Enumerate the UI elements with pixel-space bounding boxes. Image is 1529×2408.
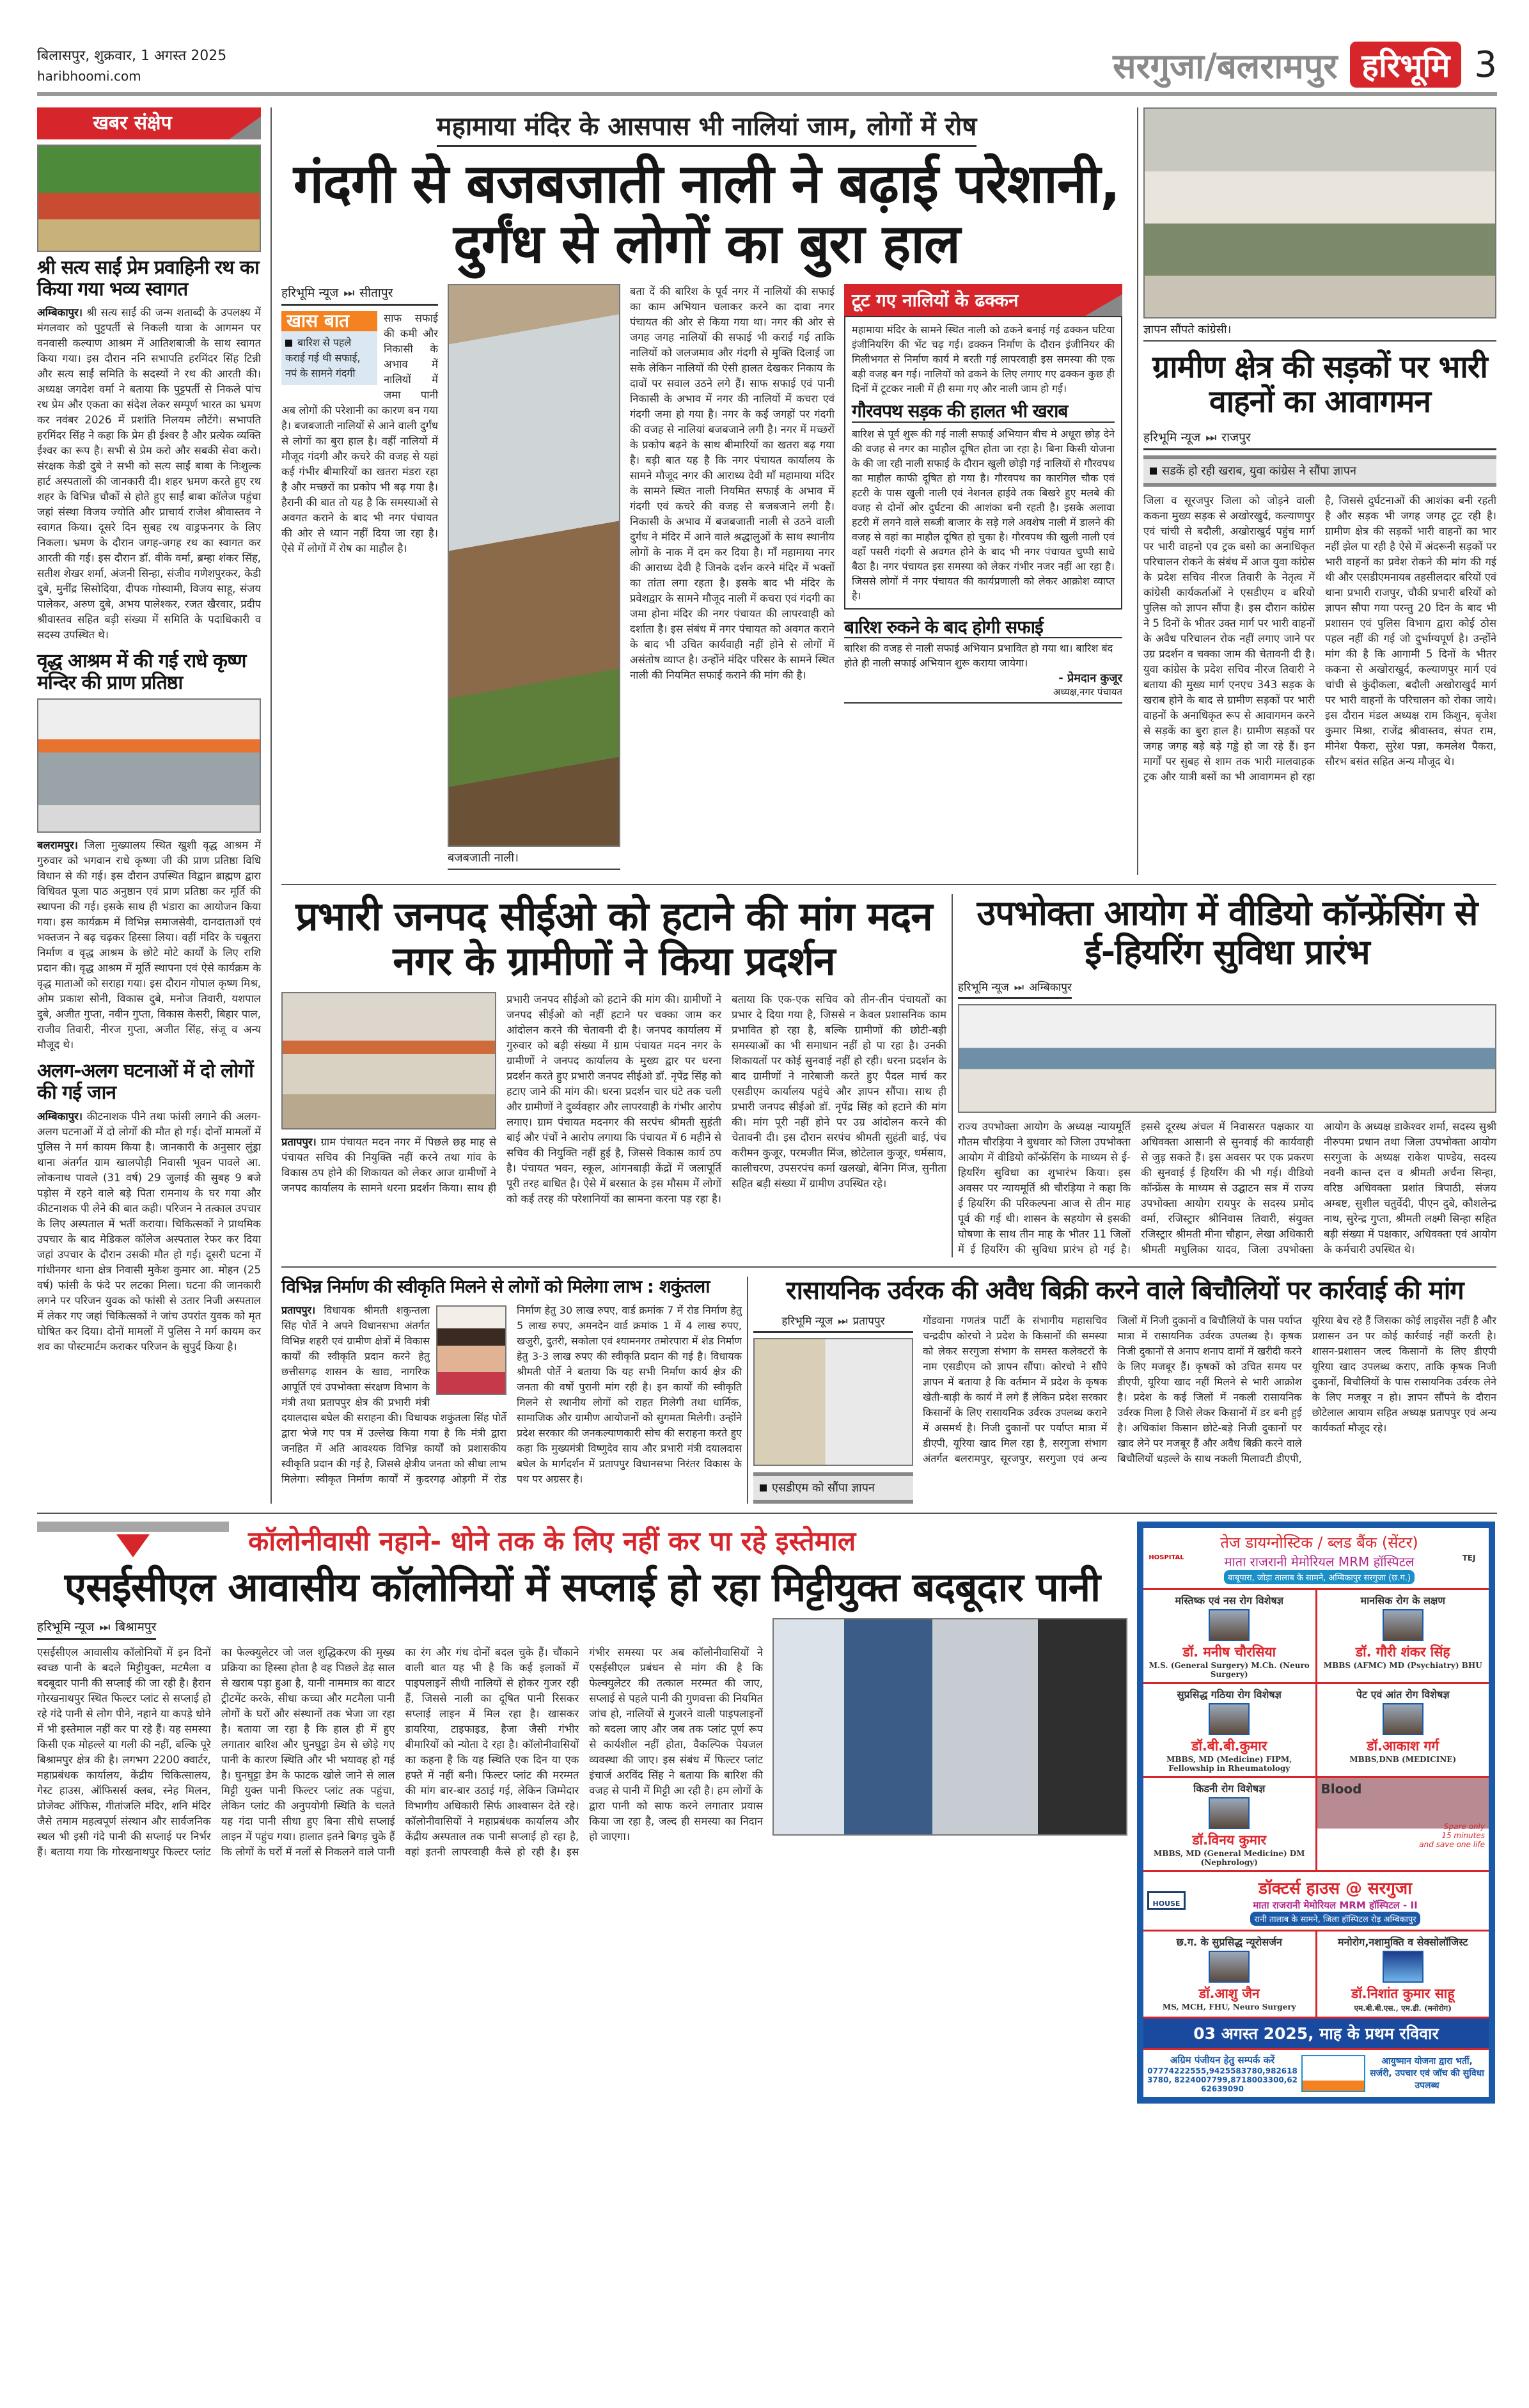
quote-title: बारिश रुकने के बाद होगी सफाई: [844, 617, 1122, 638]
doctor-photo: [1209, 1609, 1250, 1641]
doctor-name: डॉ.विनय कुमार: [1192, 1832, 1267, 1848]
article-text: श्री सत्य साईं की जन्म शताब्दी के उपलक्ष्य में मंगलवार को पुट्टपर्ती से निकली यात्रा के आगमन पर वनवासी कल्याण आश्रम में आतिशबाजी के साथ स्वागत किया गया। इस दौरान ननि सभापति हरमिंदर सिंह टिन्नी और सत्य साईं समिति के सदस्यों ने रथ की आरती की। अध्यक्ष जगदेश वर्मा ने बताया कि पुट्टपर्ती से निकले पांच रथ प्रेम और एकता का संदेश लेकर सम्पूर्ण भारत का भ्रमण कर नवंबर 2026 में प्रशांति निलयम लौटेंगे। सभापति हरमिंदर सिंह ने कहा कि प्रेम ही ईश्वर है और प्रत्येक व्यक्ति ईश्वर का रूप है। सभी से प्रेम करो और सबकी सेवा करो। संरक्षक केडी दुबे ने सभी को सत्य साईं बाबा के निःशुल्क हार्ट अस्पतालों की जानकारी दी। शहर भ्रमण करते हुए रथ शहर के विभिन्न चौकों से होते हुए साईं बाबा कॉलेज पहुंचा जहां संस्था विजय ज्योति और प्राचार्य राजेश श्रीवास्तव ने स्वागत किया। दूसरे दिन सुबह रथ वाड्रफनगर के लिए निकला। भ्रमण के दौरान जगह-जगह रथ का स्वागत कर आरती की गई। इस दौरान डॉ. वीके वर्मा, ब्रम्हा शंकर सिंह, सतीश शेखर शर्मा, अंजनी सिन्हा, संजीव गणेशपुरकर, केडी दुबे, मुनींद्र सिसोदिया, दीपक गोस्वामी, विजय साहू, संजय पालेकर, अरुण दुबे, अभय पालेश्कर, रजत खैरवार, प्रदीप श्रीवास्तव सहित बड़ी संख्या में समिति के पदाधिकारी व सदस्य उपस्थित थे।: [37, 306, 261, 641]
khas-baat-label: खास बात: [281, 311, 377, 331]
highlight-text: एसडीएम को सौंपा ज्ञापन: [772, 1481, 875, 1495]
doctor-qualification: MBBS, MD (Medicine) FIPM, Fellowship in Rheumatology: [1166, 1754, 1292, 1773]
blood-tag: 15 minutes: [1441, 1830, 1485, 1840]
article-text: एसईसीएल आवासीय कॉलोनियों में इन दिनों स्वच्छ पानी के बदले मिट्टीयुक्त, मटमैला व बदबूदार पानी की सप्लाई की जा रही है। हैरान गोरखनाथपुर स्थित फिल्टर प्लांट से सप्लाई हो रहे गंदे पानी से लोग पीने, नहाने या कपड़े धोने में भी इस्तेमाल नहीं कर पा रहे हैं। यह समस्या किसी एक मोहल्ले या गली की नहीं, बल्कि पूरे बिश्रामपुर क्षेत्र की है। लगभग 2200 क्वार्टर, महाप्रबंधक कार्यालय, केंद्रीय चिकित्सालय, गेस्ट हाउस, ऑफिसर्स क्लब, स्नेह मिलन, प्रोजेक्ट ऑफिस, गीतांजलि मंदिर, शनि मंदिर जैसे तमाम महत्वपूर्ण संस्थान और सार्वजनिक स्थल भी इसी गंदे पानी की सप्लाई पर निर्भर हैं। बताया गया कि गोरखनाथपुर फिल्टर प्लांट का फेल्क्युलेटर जो जल शुद्धिकरण की मुख्य प्रक्रिया का हिस्सा होता है वह पिछले डेढ़ साल से खराब पड़ा हुआ है, यानी नाममात्र का वाटर ट्रीटमेंट करके, सीधा कच्चा और मटमैला पानी लोगों के घरों और संस्थानों तक भेजा जा रहा है। बताया जा रहा है कि हाल ही में हुए लगातार बारिश और घुनघुट्टा डेम से छोड़े गए पानी के कारण स्थिति और भी भयावह हो गई है। घुनघुट्टा डेम के फाटक खोले जाने से लाल मिट्टी युक्त पानी फिल्टर प्लांट तक पहुंचा, लेकिन प्लांट की अनुपयोगी स्थिति के चलते यह गंदा पानी सीधा हुए बिना सीधे सप्लाई लाइन में पहुंच गया। हालात इतने बिगड़ चुके हैं कि लोगों के घरों में नलों से निकलने वाले पानी का रंग और गंध दोनों बदल चुके हैं। चौंकाने वाली बात यह भी है कि कई इलाकों में पाइपलाइनें सीधी नालियों से होकर गुजर रही हैं, जिससे नाली का दूषित पानी रिसकर सप्लाई लाइन में मिल रहा है। खासकर डायरिया, टाइफाइड, हैजा जैसी गंभीर बीमारियों को न्योता दे रहा है। कॉलोनीवासियों का कहना है कि यह स्थिति एक दिन या एक हफ्ते में नहीं बनी। फिल्टर प्लांट की मरम्मत की मांग बार-बार उठाई गई, लेकिन जिम्मेदार विभागीय अधिकारी सिर्फ आश्वासन देते रहे। कॉलोनीवासियों ने महाप्रबंधक कार्यालय और केंद्रीय अस्पताल तक पानी सप्लाई हो रहा है, वहां इतनी लापरवाही कैसे हो रही है। इस गंभीर समस्या पर अब कॉलोनीवासियों ने एसईसीएल प्रबंधन से मांग की है कि फेल्क्युलेटर की तत्काल मरम्मत की जाए, सप्लाई से पहले पानी की गुणवत्ता की नियमित जांच हो, नालियों से गुजरने वाली पाइपलाइनों को बदला जाए और जब तक प्लांट पूर्ण रूप से कार्यशील नहीं होता, वैकल्पिक पेयजल व्यवस्था की जाए। इस संबंध में फिल्टर प्लांट इंचार्ज अरविंद सिंह ने बताया कि बारिश की वजह से पानी में मिट्टी आ रही है। हम लोगों के द्वारा पानी को साफ करने लगातार प्रयास किया जा रहा है, जल्द ही समस्या का निदान हो जाएगा।: [37, 1646, 763, 1859]
doctor-card: [1143, 1932, 1315, 2017]
column-rule: [952, 894, 953, 1257]
byline-place: अम्बिकापुर: [1029, 981, 1072, 995]
lead-byline: [281, 284, 438, 306]
lead-body: [630, 284, 835, 683]
article-text: बता दें की बारिश के पूर्व नगर में नालियों की सफाई का काम अभियान चलाकर करने का दावा नगर पंचायत की ओर से किया गया था। नगर की ओर से जगह जगह नालियों की सफाई भी कराई गई ताकि नालियों को जलजमाव और गंदगी से मुक्ति दिलाई जा सके लेकिन नालियों की ऐसी हालत देखकर निकाय के दावों पर सवाल उठने लगे हैं। साफ सफाई एवं पानी निकासी के अभाव में नगर की नालियों में कचरा एवं गंदगी जमा हो गया है। नगर के कई जगहों पर गंदगी की वजह से नालियां बजबजाने लगी है। नगर में मच्छरों के प्रकोप बढ़ने के साथ बीमारियों का खतरा बढ़ गया है। बड़ी बात यह है कि नगर पंचायत कार्यालय के सामने मौजूद नगर की आराध्य देवी माँ महामाया मंदिर के सामने स्थित नाली नियमित सफाई के अभाव में गंदगी एवं कचरे की वजह से बजबजाने लगी है। निकासी के अभाव में बजबजाती नाली से उठने वाली दुर्गंध ने मंदिर में आने वाले श्रद्धालुओं के साथ स्थानीय लोगों के नाक में दम कर दिया है। माँ महामाया नगर की आराध्य देवी है जिनके दर्शन करने मंदिर में भक्तों का तांता लगा रहता है। इसके बाद भी मंदिर के प्रवेशद्वार के सामने मौजूद नाली में कचरा एवं गंदगी का जमा होना मंदिर की नगर पंचायत की लापरवाही को दर्शाता है। इस संबंध में नगर पंचायत को अवगत कराने के बाद भी उचित कार्यवाही नहीं होने से लोगों में असंतोष व्याप्त है। उन्होंने मंदिर परिसर के सामने स्थित नाली की नियमित सफाई कराने की मांग की है।: [630, 285, 835, 682]
brief-photo-rath: [37, 145, 261, 252]
doctor-speciality: मनोरोग,नशामुक्ति व सेक्सोलॉजिस्ट: [1338, 1935, 1468, 1948]
doctor-card: [1315, 1932, 1489, 2017]
fertilizer-byline: [753, 1313, 913, 1333]
byline-place: राजपुर: [1221, 430, 1251, 445]
band-lead: [281, 107, 1496, 875]
colony-story: [37, 1522, 1127, 1860]
corner-fold-icon: [1084, 284, 1122, 316]
doctor-speciality: पेट एवं आंत रोग विशेषज्ञ: [1356, 1688, 1450, 1701]
ayushman-text: आयुष्मान योजना द्वारा भर्ती, सर्जरी, उपचार एवं जॉच की सुविधा उपलब्ध: [1370, 2056, 1484, 2091]
doctor-speciality: मानसिक रोग के लक्षण: [1360, 1594, 1445, 1607]
dateline: प्रतापपुर।: [281, 1136, 317, 1149]
doctors-house-title: डॉक्टर्स हाउस @ सरगुजा: [1258, 1878, 1412, 1898]
quote-text: बारिश की वजह से नाली सफाई अभियान प्रभावित हो गया था। बारिश बंद होते ही नाली सफाई अभियान शुरू कराया जायेगा।: [844, 641, 1113, 669]
corner-fold-icon: [228, 107, 261, 139]
article-text: साफ सफाई की कमी और निकासी के अभाव में नालियों में जमा पानी अब लोगों की परेशानी का कारण बन गया है। बजबजाती नालियों से आने वाली दुर्गंध से लोगों का बुरा हाल है। वहीं नालियों में मौजूद गंदगी और कचरे की वजह से यहां कई गंभीर बीमारियों का खतरा मंडरा रहा है और मच्छरों का प्रकोप भी बढ़ गया है। हैरानी की बात तो यह है कि समस्याओं से अवगत कराने के बाद भी नगर पंचायत की ओर से ध्यान नहीं दिया जा रहा है। ऐसे में लोगों में रोष का माहौल है।: [281, 312, 438, 555]
byline-source: हरिभूमि न्यूज: [37, 1620, 95, 1635]
doctor-qualification: MBBS (AFMC) MD (Psychiatry) BHU: [1323, 1660, 1482, 1670]
quote-box: [844, 617, 1122, 704]
sidebar-box: [844, 316, 1122, 609]
byline-source: हरिभूमि न्यूज: [958, 981, 1009, 995]
brief-headline-1: श्री सत्य साईं प्रेम प्रवाहिनी रथ का किया गया भव्य स्वागत: [37, 256, 259, 301]
section-rule: [37, 1513, 1497, 1514]
contact-label: अग्रिम पंजीयन हेतु सम्पर्क करें: [1170, 2054, 1275, 2066]
doctor-card: [1315, 1684, 1489, 1776]
colony-headline: एसईसीएल आवासीय कॉलोनियों में सप्लाई हो रहा मिट्टीयुक्त बदबूदार पानी: [64, 1563, 1101, 1610]
masthead: [37, 37, 1497, 96]
chevron-down-icon: [116, 1534, 150, 1557]
ceo-photo-protest: [281, 992, 496, 1129]
bullet-icon: [760, 1484, 767, 1491]
doctor-name: डॉ. गौरी शंकर सिंह: [1355, 1644, 1450, 1660]
article-text: राज्य उपभोक्ता आयोग के अध्यक्ष न्यायमूर्ति गौतम चौरड़िया ने बुधवार को जिला उपभोक्ता आयोग में वीडियो कॉन्फ्रेंसिंग के माध्यम से ई-हियरिंग सुविधा का शुभारंभ किया। इस अवसर पर न्यायमूर्ति श्री चौरड़िया ने कहा कि ई हियरिंग की परिकल्पना आज से तीन माह पूर्व की गई थी। शासन के सहयोग से इसकी घोषणा के साथ तीन माह के भीतर 11 जिलों में ई हियरिंग की सुविधा प्रारंभ हो गई है। इससे दूरस्थ अंचल में निवासरत पक्षकार या अधिवक्ता आसानी से सुनवाई की कार्यवाही से जुड़ सकते हैं। इस अवसर पर एक प्रकरण की सुनवाई ई हियरिंग की भी गई। वीडियो कॉन्फ्रेंस के माध्यम से उद्घाटन सत्र में राज्य उपभोक्ता आयोग रायपुर के सदस्य प्रमोद वर्मा, रजिस्ट्रार श्रीनिवास तिवारी, संयुक्त रजिस्ट्रार श्रीमती मीना चौहान, लेखा अधिकारी श्रीमती मधुलिका यादव, जिला उपभोक्ता आयोग के अध्यक्ष डाकेश्वर शर्मा, सदस्य सुश्री नीरुपमा प्रधान तथा जिला उपभोक्ता आयोग सरगुजा के अध्यक्ष राकेश पाण्डेय, सदस्य नवनी कान्त दत्त व श्रीमती अर्चना सिन्हा, वरिष्ठ अधिवक्ता प्रशांत त्रिपाठी, संजय अम्बष्ट, सुशील चतुर्वेदी, पीएन दुबे, कौशलेन्द्र नाथ, सुरेन्द्र गुप्ता, श्रीमती लक्ष्मी सिन्हा सहित बड़ी संख्या में पक्षकार, अधिवक्ता एवं आयोग के कर्मचारी उपस्थित थे।: [958, 1121, 1496, 1256]
roads-byline: [1143, 429, 1496, 450]
khas-baat-box: [281, 311, 377, 385]
ceo-headline: प्रभारी जनपद सीईओ को हटाने की मांग मदन नगर के ग्रामीणों ने किया प्रदर्शन: [295, 893, 932, 984]
band-two: [281, 894, 1496, 1257]
column-rule: [747, 1277, 748, 1504]
kicker-bar: [37, 1522, 229, 1532]
consumer-headline: उपभोक्ता आयोग में वीडियो कॉन्फ्रेंसिंग से ई-हियरिंग सुविधा प्रारंभ: [976, 893, 1478, 972]
colony-byline: [37, 1618, 156, 1640]
ad-address: बाबूपारा, जोड़ा तालाब के सामने, अम्बिकापुर सरगुजा (छ.ग.): [1224, 1570, 1415, 1584]
ceo-story: [281, 894, 946, 1207]
fertilizer-highlight: [753, 1472, 913, 1504]
doctor-card: [1315, 1590, 1489, 1682]
doctor-qualification: MBBS, MD (General Medicine) DM (Nephrology): [1154, 1848, 1305, 1867]
doctor-photo: [1383, 1703, 1423, 1735]
colony-kicker: कॉलोनीवासी नहाने- धोने तक के लिए नहीं कर पा रहे इस्तेमाल: [248, 1525, 856, 1557]
roads-photo: [1143, 107, 1496, 319]
website: haribhoomi.com: [37, 68, 141, 84]
fertilizer-headline: रासायनिक उर्वरक की अवैध बिक्री करने वाले बिचौलियों पर कार्रवाई की मांग: [786, 1276, 1464, 1306]
brief-body-3: [37, 1109, 261, 1355]
mla-portrait: [436, 1305, 506, 1395]
camp-date-banner: 03 अगस्त 2025, माह के प्रथम रविवार: [1143, 2018, 1489, 2050]
lead-photo-drain: [448, 284, 620, 847]
brief-headline-2: वृद्ध आश्रम में की गई राधे कृष्ण मन्दिर की प्राण प्रतिष्ठा: [37, 650, 246, 694]
doctor-photo: [1209, 1703, 1250, 1735]
byline-source: हरिभूमि न्यूज: [1143, 430, 1201, 445]
brief-title-bar: [37, 107, 261, 139]
section-rule: [281, 884, 1496, 885]
byline-place: बिश्रामपुर: [115, 1620, 157, 1635]
doctor-name: डॉ.निशांत कुमार साहू: [1351, 1985, 1455, 2001]
bullet-icon: [1150, 468, 1157, 475]
lower-section: [37, 1522, 1497, 2104]
lead-photo-caption: बजबजाती नाली।: [448, 847, 620, 870]
blood-tag: Spare only: [1443, 1822, 1485, 1831]
fast-forward-icon: ⏭: [1014, 981, 1024, 995]
blood-text: Blood: [1321, 1781, 1362, 1797]
hospital-logo: HOSPITAL: [1149, 1554, 1184, 1562]
fertilizer-body: [923, 1313, 1496, 1467]
sidebar-text: महामाया मंदिर के सामने स्थित नाली को ढकने बनाई गई ढक्कन घटिया इंजीनियरिंग की भेंट चढ़ गई। ढक्कन निर्माण के दौरान इंजीनियर की मिलीभगत से निर्माण कार्य मे बरती गई लापरवाही इस समस्या की एक बड़ी वजह बन गई। नालियों को ढकने के लिए लगाए गए ढक्कन कुछ ही दिनों में टूटकर नाली में ही समा गए और नाली जाम हो गई।: [852, 324, 1115, 395]
fertilizer-story: [753, 1277, 1496, 1504]
brief-body-2: [37, 838, 261, 1053]
dateline: प्रतापपुर।: [281, 1304, 316, 1317]
fertilizer-left: [753, 1313, 913, 1504]
doctors-house-hospital: माता राजरानी मेमोरियल MRM हॉस्पिटल - II: [1253, 1899, 1418, 1911]
consumer-body: [958, 1119, 1496, 1257]
sidebar-title-bar: [844, 284, 1122, 316]
upper-section: [37, 107, 1497, 1504]
ceo-body: [281, 992, 946, 1207]
consumer-story: [958, 894, 1496, 1257]
contact-phones: 07774222555,9425583780,9826183780, 8224007799,8718003300,6262639090: [1147, 2066, 1298, 2093]
blood-donation-graphic: [1315, 1778, 1489, 1870]
section-title: सरगुजा/बलरामपुर: [1113, 46, 1338, 86]
fertilizer-photo: [753, 1338, 913, 1466]
roads-story: [1143, 107, 1496, 785]
lead-sidebar: [844, 284, 1122, 704]
doctor-photo: [1209, 1951, 1250, 1983]
ad-hospital: माता राजरानी मेमोरियल MRM हॉस्पिटल: [1224, 1554, 1415, 1570]
doctor-speciality: किडनी रोग विशेषज्ञ: [1193, 1782, 1266, 1795]
fast-forward-icon: ⏭: [343, 286, 355, 301]
article-text: जिला मुख्यालय स्थित खुशी वृद्ध आश्रम में गुरुवार को भगवान राधे कृष्णा जी की प्राण प्रतिष्ठा विधि विधान से की गई। इस दौरान उपस्थित विद्वान ब्राह्मण द्वारा विधिवत पूजा पाठ अनुष्ठान एवं प्राण प्रतिष्ठा कर मूर्ति की स्थापना की गई। इसके साथ ही भंडारा का आयोजन किया गया। इस कार्यक्रम में विभिन्न समाजसेवी, दानदाताओं एवं भक्तजन ने बढ़ चढ़कर हिस्सा लिया। वहीं मंदिर के चबूतरा निर्माण व वृद्ध आश्रम के छोटे मोटे कार्यों के लिए राशि प्रदान की। वृद्ध आश्रम में मूर्ति स्थापना एवं ऐसे कार्यक्रम के वृद्ध माताओं को सराहा गया। इस दौरान गोपाल कृष्ण मिश्र, ओम प्रकाश सोनी, विकास दुबे, मनोज तिवारी, यशपाल दुबे, अजीत गुप्ता, नवीन गुप्ता, विकास केसरी, बिहार पाल, राजीव तिवारी, नीरज गुप्ता, अजीत सिंह, संजू व अन्य मौजूद थे।: [37, 839, 261, 1051]
lead-story: [281, 107, 1132, 875]
works-headline: विभिन्न निर्माण की स्वीकृति मिलने से लोगों को मिलेगा लाभ : शकुंतला: [281, 1276, 710, 1298]
sidebar-title: टूट गए नालियों के ढक्कन: [852, 290, 1019, 311]
hospital-advertisement: [1137, 1522, 1495, 2104]
band-three: [281, 1277, 1496, 1504]
byline-place: सीतापुर: [359, 286, 393, 301]
brief-headline-3: अलग-अलग घटनाओं में दो लोगों की गई जान: [37, 1060, 253, 1104]
doctor-name: डॉ. मनीष चौरसिया: [1182, 1644, 1276, 1660]
doctor-qualification: MBBS,DNB (MEDICINE): [1349, 1754, 1457, 1764]
brain-graphic: [1383, 1951, 1423, 1983]
ad-header: [1143, 1528, 1489, 1590]
roads-photo-caption: ज्ञापन सौंपते कांग्रेसी।: [1143, 319, 1496, 342]
khas-baat-point: बारिश से पहले कराई गई थी सफाई, नपं के सामने गंदगी: [285, 336, 361, 380]
doctor-qualification: M.S. (General Surgery) M.Ch. (Neuro Surgery): [1149, 1660, 1310, 1679]
lead-col-1: [281, 284, 438, 556]
doctor-photo: [1383, 1609, 1423, 1641]
doctor-name: डॉ.बी.बी.कुमार: [1191, 1738, 1267, 1754]
fast-forward-icon: ⏭: [838, 1314, 848, 1328]
article-text: विधायक श्रीमती शकुन्तला सिंह पोर्ते ने अपने विधानसभा अंतर्गत विभिन्न शहरी एवं ग्रामीण क्षेत्रों में विकास कार्यों की स्वीकृति प्रदान करने हेतु छत्तीसगढ़ शासन के खाद्य, नागरिक आपूर्ति एवं उपभोक्ता संरक्षण विभाग के मंत्री तथा प्रतापपुर क्षेत्र की प्रभारी मंत्री दयालदास बघेल की सराहना की। विधायक शकुंतला सिंह पोर्ते द्वारा भेजे गए पत्र में उल्लेख किया गया है कि मंत्री द्वारा जनहित में अति आवश्यक विभिन्न कार्यों को प्रशासकीय स्वीकृति प्रदान की गई है, जिससे क्षेत्रीय जनता को सीधा लाभ मिलेगा। स्वीकृत निर्माण कार्यों में कुदरगढ़ ओड़गी में रोड निर्माण हेतु 30 लाख रुपए, वार्ड क्रमांक 7 में रोड निर्माण हेतु 5 लाख रुपए, अमनदेन वार्ड क्रमांक 1 में 4 लाख रुपए, खजुरी, दुतरी, सकोला एवं श्यामनगर तमोरपारा में शेड निर्माण हेतु 3-3 लाख रुपए की स्वीकृति प्रदान की गई है। विधायक श्रीमती पोर्ते ने बताया कि यह सभी निर्माण कार्य क्षेत्र की जनता की वर्षों पुरानी मांग रही है। इन कार्यों की स्वीकृति मिलने से स्थानीय लोगों को राहत मिलेगी तथा धार्मिक, सामाजिक और ग्रामीण आयोजनों को सुगमता मिलेगी। उन्होंने प्रदेश सरकार की जनकल्याणकारी सोच की सराहना करते हुए कहा कि मुख्यमंत्री विष्णुदेव साय और प्रभारी मंत्री दयालदास बघेल के मार्गदर्शन में प्रतापपुर विधानसभा निरंतर विकास के पथ पर अग्रसर है।: [281, 1304, 742, 1486]
doctor-card: [1143, 1684, 1315, 1776]
issue-date: बिलासपुर, शुक्रवार, 1 अगस्त 2025: [37, 48, 227, 64]
lead-intro: [281, 311, 438, 556]
newspaper-logo: हरिभूमि: [1350, 42, 1461, 88]
sidebar-subheading: गौरवपथ सड़क की हालत भी खराब: [852, 401, 1115, 422]
article-text: जिला व सूरजपुर जिला को जोड़ने वाली ककना मुख्य सड़क से अखोरखुर्द, कल्याणपुर एवं चांची से बदौली, अखोराखुर्द पहुंच मार्ग पर भारी वाहनो एव ट्रक बसो का अनाधिकृत परिचालन रोकने के संबंध में आज युवा कांग्रेस के प्रदेश सचिव नीरज तिवारी के नेतृत्व में कांग्रेसी कार्यकर्ताओं ने एसडीएम व बरियो पुलिस को ज्ञापन सौंपा है। इस दौरान कांग्रेस ने 5 दिनों के भीतर उक्त मार्ग पर भारी वाहनों के अवैध परिचालन रोक नहीं लगाए जाने पर उग्र प्रदर्शन व चक्का जाम की चेतावनी दी है। युवा कांग्रेस के प्रदेश सचिव नीरज तिवारी ने बताया की मुख्य मार्ग एनएच 343 सड़क के खराब होने के बाद से ग्रामीण सड़कों पर भारी वाहनों के अनाधिकृत रूप से आवागमन करने से सड़कें का बुरा हाल है। ग्रामीण सड़कों पर जगह जगह बड़े बड़े गड्ढे हो जा रहे हैं। इन मार्गों पर सुबह से शाम तक भारी मालवाहक ट्रक और यात्री बसों का भी आवागमन हो रहा है, जिससे दुर्घटनाओं की आशंका बनी रहती है और सड़क भी जगह जगह टूट रही है। ग्रामीण क्षेत्र की सड़कों भारी वाहनों का भार नहीं झेल पा रही है ऐसे में अंदरूनी सड़कों पर भारी वाहनों का प्रवेश रोकने की मांग की गई थी और एसडीएमनायब तहसीलदार बरियों एवं थाना प्रभारी राजपुर, चौकी प्रभारी बरियों को ज्ञापन सौपा गया परन्तु 20 दिन के बाद भी प्रशासन एवं पुलिस विभाग द्वारा कोई ठोस पहल नहीं की गई जो दुर्भाग्यपूर्ण है। उन्होंने मांग की है कि आगामी 5 दिनों के भीतर ककना से अखोराखुर्द, कल्याणपुर मार्ग एवं चांची से कुंदीकला, बदौली अखोराखुर्द मार्ग पर भारी वाहनों के परिचालन को रोका जाये। इस दौरान मंडल अध्यक्ष राम किशुन, बृजेश कुमार मिश्रा, राजेंद्र श्रीवास्तव, संपत राम, मीनेश पैकरा, सुरेश पन्ना, कमलेश पैकरा, सौरभ बसंत सहित अन्य मौजूद थे।: [1143, 494, 1496, 783]
ayushman-card-image: [1301, 2055, 1365, 2092]
doctor-qualification: एम.बी.बी.एस., एम.डी. (मनोरोग): [1354, 2003, 1452, 2013]
doctor-speciality: सुप्रसिद्ध गठिया रोग विशेषज्ञ: [1177, 1688, 1282, 1701]
column-rule: [271, 107, 272, 1504]
doctor-card: [1143, 1590, 1315, 1682]
doctor-qualification: MS, MCH, FHU, Neuro Surgery: [1162, 2002, 1296, 2011]
kicker-decoration: [37, 1522, 229, 1560]
lead-headline: गंदगी से बजबजाती नाली ने बढ़ाई परेशानी, दुर्गंध से लोगों का बुरा हाल: [293, 152, 1120, 276]
roads-headline: ग्रामीण क्षेत्र की सड़कों पर भारी वाहनों का आवागमन: [1152, 349, 1487, 420]
doctors-house-address: रानी तालाब के सामने, जिला हॉस्पिटल रोड़ अम्बिकापुर: [1250, 1912, 1420, 1926]
brief-column: [37, 107, 261, 1355]
colony-photo-plant: [772, 1618, 1127, 1836]
main-area: [281, 107, 1496, 1504]
column-rule: [1137, 107, 1138, 875]
doctor-speciality: मस्तिष्क एवं नस रोग विशेषज्ञ: [1175, 1594, 1283, 1607]
dateline: अम्बिकापुर।: [37, 1110, 82, 1122]
quote-designation: अध्यक्ष,नगर पंचायत: [1053, 686, 1122, 698]
byline-source: हरिभूमि न्यूज: [281, 286, 339, 301]
article-text: कीटनाशक पीने तथा फांसी लगाने की अलग-अलग घटनाओं में दो लोगों की मौत हो गई। दोनों मामलों में पुलिस ने मर्ग कायम किया है। जानकारी के अनुसार लुंड्रा थाना अंतर्गत ग्राम खालपोड़ी निवासी भूवन पावले आ. लोकनाथ पावले (31 वर्ष) 29 जुलाई की सुबह 9 बजे पड़ोस में रहने वाले बड़े पिता रामनाथ के घर गया और कीटनाशक पी लेने की बात कही। परिजन ने तत्काल उपचार के लिए अस्पताल में भर्ती कराया। चिकित्सकों ने प्राथमिक उपचार के बाद मेडिकल कॉलेज अस्पताल रेफर कर दिया जहां उपचार के दौरान उसकी मौत हो गई। दूसरी घटना में गांधीनगर थाना क्षेत्र निवासी मुकेश कुमार आ. मोहन (25 वर्ष) फांसी के फंदे पर लटका मिला। घटना की जानकारी लगने पर परिजन युवक को फांसी से उतार निजी अस्पताल में लेकर गए जहां चिकित्सकों ने जांच उपरांत युवक को मृत घोषित कर दिया। दोनों मामलों में पुलिस ने मर्ग कायम कर शव का पोस्टमार्टम कराकर परिजन के सुपुर्द किया है।: [37, 1110, 262, 1353]
lead-kicker: महामाया मंदिर के आसपास भी नालियां जाम, लोगों में रोष: [437, 107, 977, 147]
brief-body-1: [37, 305, 261, 643]
ad-title: तेज डायग्नोस्टिक / ब्लड बैंक (सेंटर): [1220, 1533, 1418, 1552]
works-story: [281, 1277, 742, 1487]
byline-place: प्रतापपुर: [852, 1314, 885, 1328]
quote-name: - प्रेमदान कुजूर: [1058, 671, 1122, 685]
fast-forward-icon: ⏭: [99, 1620, 111, 1635]
doctor-speciality: छ.ग. के सुप्रसिद्ध न्यूरोसर्जन: [1176, 1935, 1282, 1948]
dateline: बलरामपुर।: [37, 839, 78, 852]
doctor-card: [1143, 1778, 1315, 1870]
colony-body: [37, 1645, 763, 1860]
sidebar-subtext: बारिश से पूर्व शुरू की गई नाली सफाई अभियान बीच मे अधूरा छोड़ देने की वजह से नगर का माहौल दूषित होता जा रहा है। बिना किसी योजना के की जा रही नाली सफाई के दौरान खुली छोड़ी गई नालियों से गौरवपथ का माहौल काफी दूषित हो गया है। गौरवपथ का कारगिल चौक एवं हटरी के पास खुली नाली एवं नेशनल हाईवे तक बिखरे हुए मलबे की वजह से दोनों ओर दुर्घटना की आशंका बनी रहती है। इसके अलावा हटरी में लगने वाले सब्जी बाजार के सड़े गले अवशेष नाली में डालने की वजह से वहां का माहौल दूषित हो चुका है। गौरवपथ की खुली नाली एवं वहाँ पसरी गंदगी से अवगत होने के बाद भी नगर पंचायत चुप्पी साधे बैठा है। नगर पंचायत इस समस्या को लेकर गंभीर नजर नहीं आ रहा है। जिससे लोगों में नगर पंचायत की कार्यप्रणाली को लेकर आक्रोश व्याप्त है।: [852, 427, 1115, 602]
blood-tag: and save one life: [1419, 1839, 1485, 1849]
doctor-name: डॉ.आकाश गर्ग: [1367, 1738, 1439, 1754]
consumer-photo-hearing: [958, 1004, 1496, 1113]
fast-forward-icon: ⏭: [1205, 430, 1217, 445]
byline-source: हरिभूमि न्यूज: [781, 1314, 833, 1328]
doctors-house-banner: [1143, 1872, 1489, 1932]
tej-logo: TEJ: [1462, 1553, 1476, 1562]
highlight-text: सडकें हो रही खराब, युवा कांग्रेस ने सौंपा ज्ञापन: [1162, 464, 1356, 478]
brief-section-title: खबर संक्षेप: [93, 112, 172, 134]
roads-highlight: [1143, 455, 1496, 487]
doctor-photo: [1209, 1797, 1250, 1829]
khas-baat-content: [281, 331, 377, 385]
works-body: [281, 1303, 742, 1487]
brief-photo-temple: [37, 698, 261, 833]
dateline: अम्बिकापुर।: [37, 306, 82, 319]
page-number: 3: [1474, 43, 1497, 86]
article-text: ग्राम पंचायत मदन नगर में पिछले छह माह से पंचायत सचिव की नियुक्ति नहीं करने तथा गांव के विकास ठप होने की शिकायत को लेकर आज ग्रामीणों ने जनपद कार्यालय के सामने धरना प्रदर्शन किया। साथ ही प्रभारी जनपद सीईओ को हटाने की मांग की। ग्रामीणों ने जनपद सीईओ को नहीं हटाने पर चक्का जाम कर आंदोलन करने की चेतावनी दी है। जनपद कार्यालय में गुरुवार को बड़ी संख्या में ग्राम पंचायत मदन नगर के ग्रामीणों ने जनपद कार्यालय के मुख्य द्वार पर धरना प्रदर्शन करते हुए प्रभारी जनपद सीईओ डॉ. नृपेंद्र सिंह को हटाए जाने की मांग की। धरना प्रदर्शन चार घंटे तक चली और ग्रामीणों ने दुर्व्यवहार और लापरवाही के गंभीर आरोप लगाए। ग्राम पंचायत मदनगर की सरपंच श्रीमती सुहंती बाई और पंचों ने आरोप लगाया कि पंचायत में 6 महीने से सचिव की नियुक्ति नहीं हुई है, जिससे विकास कार्य ठप है। पंचायत भवन, स्कूल, आंगनबाड़ी केंद्रों में जलापूर्ति पूरी तरह बाधित है। ऐसे में बरसात के इस मौसम में लोगों को कई तरह की परेशानियों का सामना करना पड़ रहा है। बताया कि एक-एक सचिव को तीन-तीन पंचायतों का प्रभार दे दिया गया है, जिससे न केवल प्रशासनिक काम प्रभावित हो रहा है, बल्कि ग्रामीणों की छोटी-बड़ी समस्याओं का भी समाधान नहीं हो पा रहा है। उनकी शिकायतों पर कोई सुनवाई नहीं हो रही। धरना प्रदर्शन के बाद ग्रामीणों ने नारेबाजी करते हुए पैदल मार्च कर एसडीएम कार्यालय पहुंचे और ज्ञापन सौंपा। साथ ही प्रभारी जनपद सीईओ डॉ. नृपेंद्र सिंह को हटाने की मांग की। मांग पूरी नहीं होने पर उग्र आंदोलन करने की चेतावनी दी। इस दौरान सरपंच श्रीमती सुहंती बाई, पंच करीमन कुजूर, परमजीत मिंज, छोटेलाल कुजूर, धर्मसाय, कालीचरण, उपसरपंच कर्मा खलखो, बेनिग मिंज, सुनीता सहित बड़ी संख्या में ग्रामीण उपस्थित रहे।: [281, 993, 946, 1206]
bullet-icon: [285, 340, 292, 347]
article-text: गोंडवाना गणतंत्र पार्टी के संभागीय महासचिव चन्द्रदीप कोरचो ने प्रदेश के किसानों की समस्या को लेकर सरगुजा संभाग के समस्त कलेक्टरों के नाम एसडीएम को ज्ञापन सौंपा। कोरचो ने सौंपे ज्ञापन में बताया है कि वर्तमान में प्रदेश के कृषक खेती-बाड़ी के कार्य में लगे हैं लेकिन प्रदेश सरकार किसानों के लिए रासायनिक उर्वरक उपलब्ध कराने में असमर्थ है। निजी दुकानों पर पर्याप्त मात्रा में डीएपी, यूरिया खाद मिल रहा है, सरगुजा संभाग अंतर्गत बलरामपुर, सूरजपुर, सरगुजा एवं अन्य जिलों में निजी दुकानों व बिचौलियों के पास पर्याप्त मात्रा में रासायनिक उर्वरक उपलब्ध है। कृषक निजी दुकानों से अनाप शनाप दामों में खरीदी करने के लिए मजबूर हैं। कृषकों को उचित समय पर डीएपी, यूरिया खाद नहीं मिलने से भारी आक्रोश है। प्रदेश के कई जिलों में नकली रासायनिक उर्वरक मिला है जिसे लेकर किसानों में डर बनी हुई है। अधिकांश किसान छोटे-बड़े निजी दुकानों पर खाद लेने पर मजबूर हैं और अवैध बिक्री करने वाले बिचौलियों धड़ल्ले के साथ नकली मिलावटी डीएपी, यूरिया बेच रहे हैं जिसका कोई लाइसेंस नहीं है और प्रशासन उन पर कोई कार्रवाई नहीं करती है। शासन-प्रशासन जल्द किसानों के लिए डीएपी यूरिया खाद उपलब्ध कराए, ताकि कृषक निजी दुकानों, बिचौलियों के पास रासायनिक उर्वरक लेने के लिए मजबूर न हो। ज्ञापन सौंपने के दौरान छोटेलाल आयाम सहित अध्यक्ष प्रतापपुर एवं अन्य कार्यकर्ता मौजूद रहे।: [923, 1314, 1496, 1465]
dr-house-logo: HOUSE: [1147, 1891, 1186, 1910]
doctor-name: डॉ.आशु जैन: [1198, 1985, 1260, 2001]
roads-body: [1143, 493, 1496, 785]
lead-photo-col: [448, 284, 620, 875]
consumer-byline: [958, 979, 1072, 999]
section-rule: [281, 1266, 1496, 1268]
